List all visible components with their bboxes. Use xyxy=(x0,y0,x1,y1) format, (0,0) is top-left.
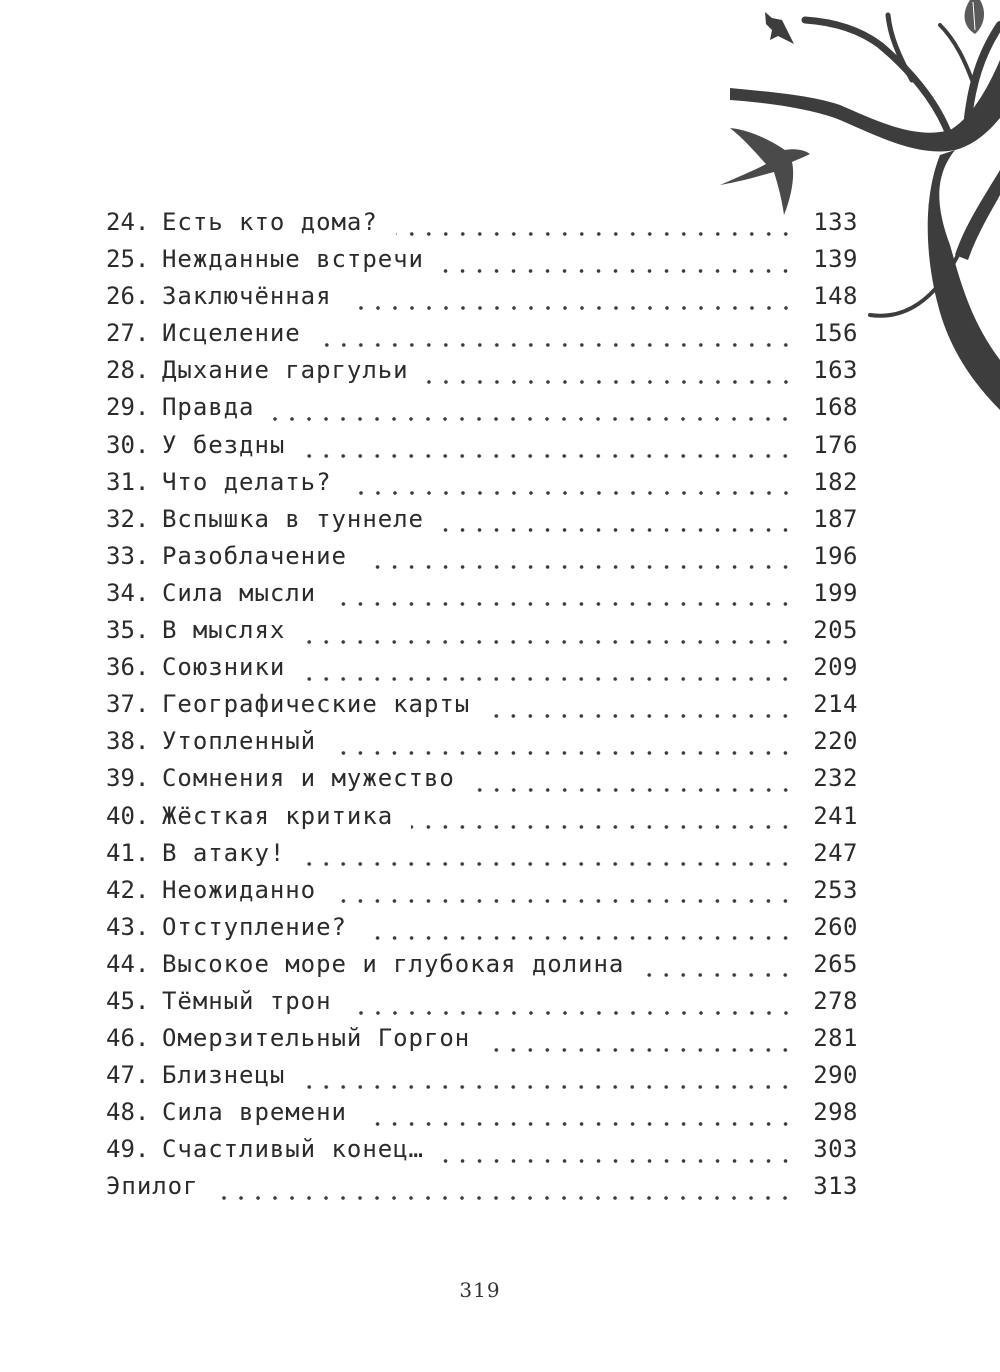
entry-number: 33. xyxy=(106,541,150,570)
entry-number: 30. xyxy=(106,430,150,459)
dot-leader xyxy=(488,1047,794,1053)
toc-entry[interactable] xyxy=(106,764,858,801)
entry-page-number: 220 xyxy=(813,727,858,756)
entry-page-number: 148 xyxy=(813,282,858,311)
toc-entry[interactable] xyxy=(106,913,858,950)
dot-leader xyxy=(473,787,794,793)
toc-entry[interactable] xyxy=(106,431,858,468)
dot-leader xyxy=(303,676,794,682)
dot-leader xyxy=(303,639,794,645)
toc-entry[interactable] xyxy=(106,245,858,282)
entry-title: Нежданные встречи xyxy=(162,245,424,274)
entry-title: У бездны xyxy=(162,430,286,459)
entry-title: Географические карты xyxy=(162,690,471,719)
toc-entry[interactable] xyxy=(106,653,858,690)
entry-number: 43. xyxy=(106,912,150,941)
toc-entry[interactable] xyxy=(106,987,858,1024)
entry-title: Разоблачение xyxy=(162,541,347,570)
toc-entry[interactable] xyxy=(106,950,858,987)
entry-title: Тёмный трон xyxy=(162,986,332,1015)
entry-page-number: 133 xyxy=(813,208,858,236)
entry-title: Заключённая xyxy=(162,282,332,311)
entry-page-number: 281 xyxy=(813,1024,858,1053)
entry-number: 27. xyxy=(106,319,150,348)
dot-leader xyxy=(642,972,794,978)
entry-number: 48. xyxy=(106,1098,150,1127)
entry-page-number: 303 xyxy=(813,1135,858,1164)
entry-title: В атаку! xyxy=(162,838,286,867)
entry-number: 35. xyxy=(106,616,150,645)
toc-entry[interactable] xyxy=(106,282,858,319)
entry-number: 29. xyxy=(106,393,150,422)
entry-number: 41. xyxy=(106,838,150,867)
toc-entry[interactable] xyxy=(106,1098,858,1135)
toc-entry[interactable] xyxy=(106,727,858,764)
entry-page-number: 278 xyxy=(813,986,858,1015)
toc-entry[interactable] xyxy=(106,579,858,616)
entry-title: Омерзительный Горгон xyxy=(162,1024,471,1053)
entry-title: Сомнения и мужество xyxy=(162,764,455,793)
toc-entry[interactable] xyxy=(106,393,858,430)
entry-page-number: 156 xyxy=(813,319,858,348)
entry-number: 39. xyxy=(106,764,150,793)
dot-leader xyxy=(442,268,794,274)
entry-page-number: 214 xyxy=(813,690,858,719)
entry-number: 47. xyxy=(106,1061,150,1090)
entry-number: 32. xyxy=(106,504,150,533)
toc-entry[interactable] xyxy=(106,468,858,505)
entry-page-number: 176 xyxy=(813,430,858,459)
entry-number: 24. xyxy=(106,208,150,236)
bird-icon xyxy=(765,12,794,44)
leaf-icon xyxy=(965,0,985,34)
entry-title: Есть кто дома? xyxy=(162,208,378,236)
entry-number: 36. xyxy=(106,653,150,682)
entry-title: Правда xyxy=(162,393,255,422)
entry-page-number: 241 xyxy=(813,801,858,830)
entry-number: 37. xyxy=(106,690,150,719)
dot-leader xyxy=(334,750,794,756)
dot-leader xyxy=(216,1195,794,1201)
toc-entry[interactable] xyxy=(106,542,858,579)
entry-page-number: 168 xyxy=(813,393,858,422)
dot-leader xyxy=(350,1010,794,1016)
toc-entry[interactable] xyxy=(106,616,858,653)
entry-title: В мыслях xyxy=(162,616,286,645)
toc-entry[interactable] xyxy=(106,1024,858,1061)
entry-page-number: 163 xyxy=(813,356,858,385)
entry-title: Исцеление xyxy=(162,319,301,348)
toc-entry[interactable] xyxy=(106,1061,858,1098)
dot-leader xyxy=(396,231,794,237)
entry-page-number: 247 xyxy=(813,838,858,867)
entry-title: Сила времени xyxy=(162,1098,347,1127)
entry-page-number: 199 xyxy=(813,578,858,607)
dot-leader xyxy=(350,305,794,311)
entry-page-number: 187 xyxy=(813,504,858,533)
entry-number: 40. xyxy=(106,801,150,830)
toc-entry[interactable] xyxy=(106,319,858,356)
dot-leader xyxy=(303,861,794,867)
entry-title: Счастливый конец… xyxy=(162,1135,424,1164)
entry-title: Вспышка в туннеле xyxy=(162,504,424,533)
entry-number: 38. xyxy=(106,727,150,756)
toc-entry[interactable] xyxy=(106,1135,858,1172)
entry-page-number: 182 xyxy=(813,467,858,496)
dot-leader xyxy=(319,342,794,348)
entry-number: 42. xyxy=(106,875,150,904)
entry-title: Сила мысли xyxy=(162,578,317,607)
entry-page-number: 313 xyxy=(813,1172,858,1201)
entry-page-number: 298 xyxy=(813,1098,858,1127)
entry-number: 25. xyxy=(106,245,150,274)
dot-leader xyxy=(411,824,794,830)
entry-number: 26. xyxy=(106,282,150,311)
entry-title: Утопленный xyxy=(162,727,317,756)
entry-page-number: 260 xyxy=(813,912,858,941)
dot-leader xyxy=(442,1158,794,1164)
toc-entry[interactable] xyxy=(106,876,858,913)
entry-number: 46. xyxy=(106,1024,150,1053)
entry-page-number: 139 xyxy=(813,245,858,274)
entry-number: 28. xyxy=(106,356,150,385)
entry-title: Отступление? xyxy=(162,912,347,941)
dot-leader xyxy=(334,601,794,607)
entry-title: Дыхание гаргульи xyxy=(162,356,409,385)
entry-page-number: 253 xyxy=(813,875,858,904)
entry-number: 34. xyxy=(106,578,150,607)
toc-entry-epilogue[interactable] xyxy=(106,1172,858,1209)
swallow-icon xyxy=(720,128,810,215)
dot-leader xyxy=(334,898,794,904)
toc-entry[interactable] xyxy=(106,505,858,542)
entry-page-number: 209 xyxy=(813,653,858,682)
entry-title: Что делать? xyxy=(162,467,332,496)
page-number: 319 xyxy=(459,1278,501,1302)
entry-title: Близнецы xyxy=(162,1061,286,1090)
toc-entry[interactable] xyxy=(106,690,858,727)
entry-page-number: 205 xyxy=(813,616,858,645)
table-of-contents xyxy=(106,208,858,1210)
entry-number: 44. xyxy=(106,949,150,978)
toc-entry[interactable] xyxy=(106,839,858,876)
entry-page-number: 290 xyxy=(813,1061,858,1090)
dot-leader xyxy=(488,713,794,719)
dot-leader xyxy=(272,416,794,422)
dot-leader xyxy=(442,527,794,533)
entry-title: Эпилог xyxy=(106,1172,199,1201)
toc-entry[interactable] xyxy=(106,802,858,839)
dot-leader xyxy=(365,1121,794,1127)
entry-title: Жёсткая критика xyxy=(162,801,394,830)
toc-entry[interactable] xyxy=(106,356,858,393)
entry-number: 31. xyxy=(106,467,150,496)
entry-title: Высокое море и глубокая долина xyxy=(162,949,625,978)
dot-leader xyxy=(365,564,794,570)
dot-leader xyxy=(350,490,794,496)
dot-leader xyxy=(303,453,794,459)
dot-leader xyxy=(427,379,794,385)
entry-number: 45. xyxy=(106,986,150,1015)
entry-page-number: 265 xyxy=(813,949,858,978)
entry-title: Неожиданно xyxy=(162,875,317,904)
entry-number: 49. xyxy=(106,1135,150,1164)
entry-page-number: 232 xyxy=(813,764,858,793)
toc-entry[interactable] xyxy=(106,208,858,245)
entry-title: Союзники xyxy=(162,653,286,682)
dot-leader xyxy=(365,935,794,941)
dot-leader xyxy=(303,1084,794,1090)
entry-page-number: 196 xyxy=(813,541,858,570)
